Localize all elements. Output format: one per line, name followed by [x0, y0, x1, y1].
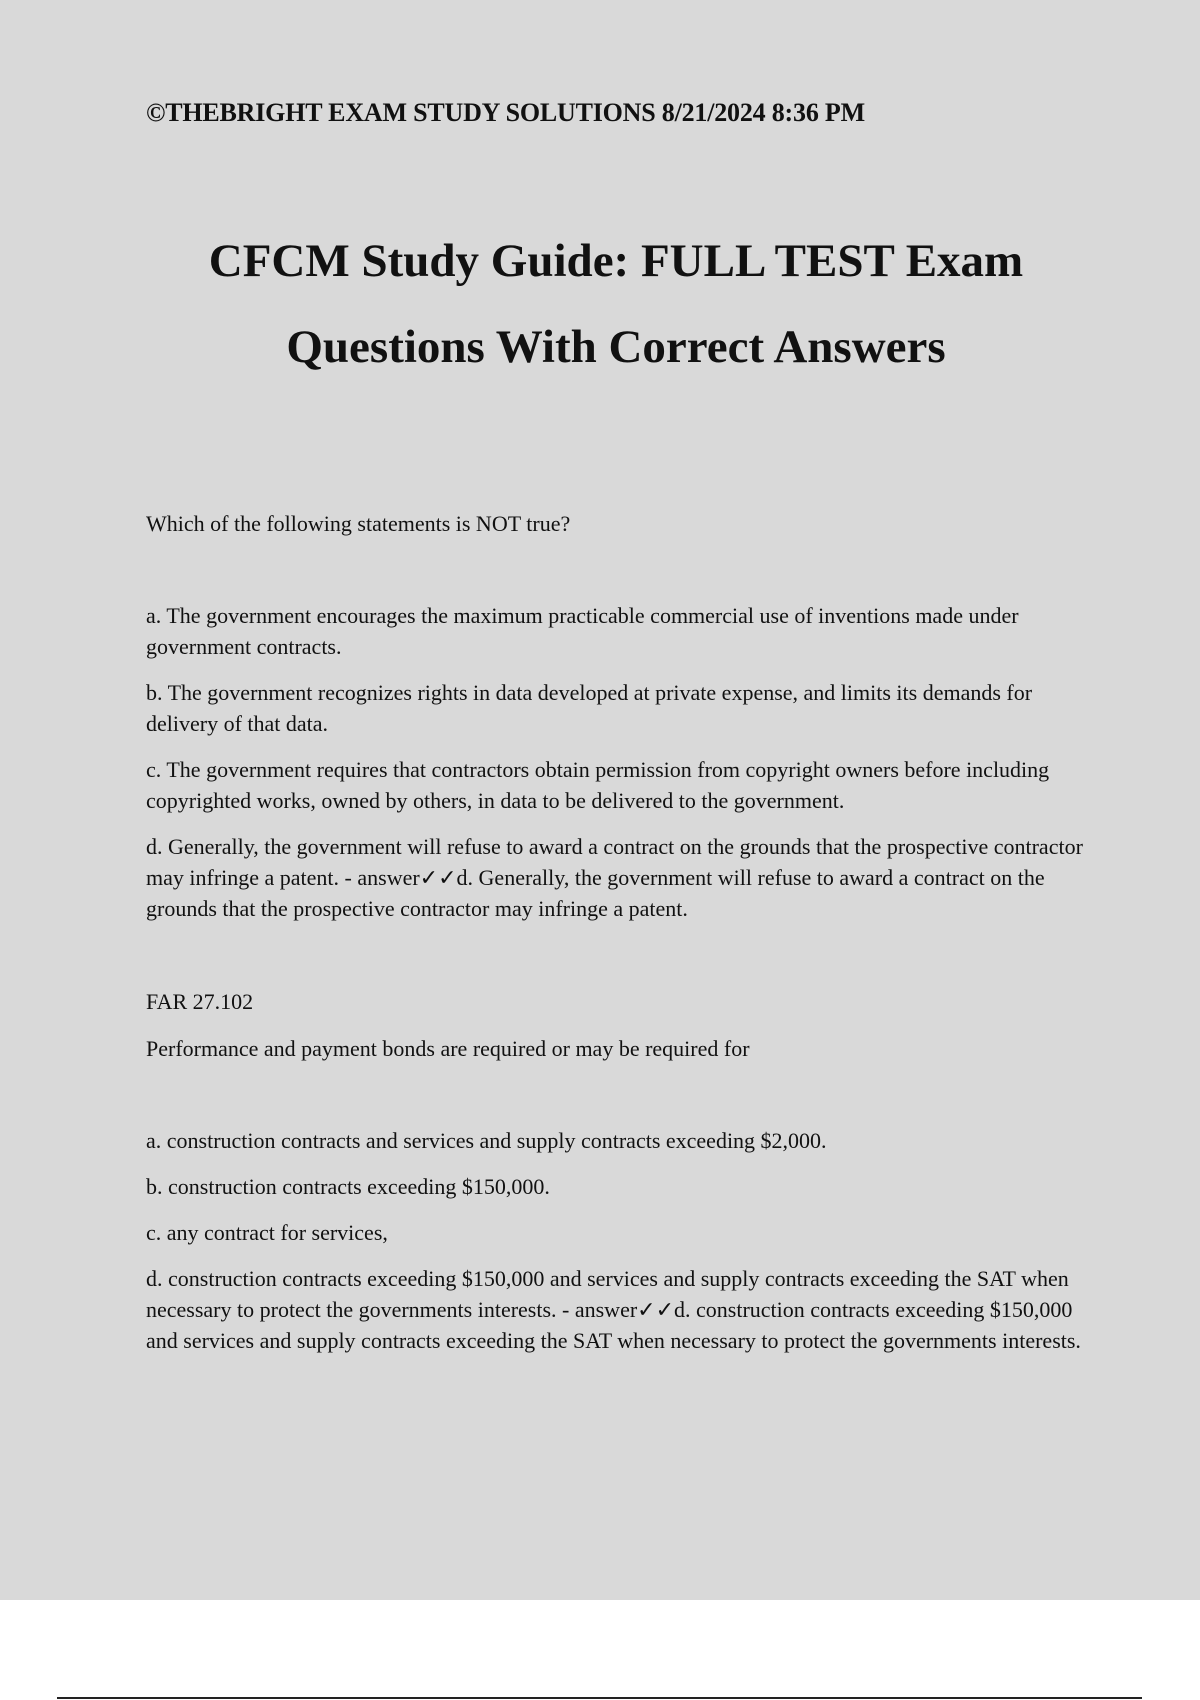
document-title: [0, 218, 1200, 390]
question-1-option-b: b. The government recognizes rights in data developed at private expense, and limits its demands for delivery of that data.: [146, 680, 1033, 736]
question-2-prompt: Performance and payment bonds are required or may be required for: [146, 1036, 750, 1061]
title-line-2: Questions With Correct Answers: [286, 321, 946, 373]
question-2-option-a: a. construction contracts and services and supply contracts exceeding $2,000.: [146, 1128, 827, 1153]
question-1-option-c: c. The government requires that contractors obtain permission from copyright owners before including copyrighted works, owned by others, in data to be delivered to the government.: [146, 757, 1050, 813]
footer-divider: [57, 1697, 1142, 1699]
document-header: ©THEBRIGHT EXAM STUDY SOLUTIONS 8/21/2024 8:36 PM: [146, 98, 865, 127]
question-1-prompt: Which of the following statements is NOT true?: [146, 511, 571, 536]
title-line-1: CFCM Study Guide: FULL TEST Exam: [208, 235, 1024, 287]
question-1-options: [146, 600, 1096, 939]
question-1-reference: FAR 27.102: [146, 989, 254, 1014]
question-1-option-d: d. Generally, the government will refuse to award a contract on the grounds that the prospective contractor may infringe a patent. - answer✓✓d. Generally, the government will refuse to award a contract on the grounds that the prospective contractor may infringe a patent.: [146, 834, 1083, 921]
question-2-options: [146, 1125, 1096, 1371]
question-1-option-a: a. The government encourages the maximum practicable commercial use of inventions made under government contracts.: [146, 603, 1019, 659]
question-2-option-b: b. construction contracts exceeding $150,000.: [146, 1174, 550, 1199]
question-2-option-c: c. any contract for services,: [146, 1220, 388, 1245]
question-2-option-d: d. construction contracts exceeding $150,000 and services and supply contracts exceeding the SAT when necessary to protect the governments interests. - answer✓✓d. construction contracts exceeding $150,000 and services and supply contracts exceeding the SAT when necessary to protect the governments interests.: [146, 1266, 1081, 1353]
